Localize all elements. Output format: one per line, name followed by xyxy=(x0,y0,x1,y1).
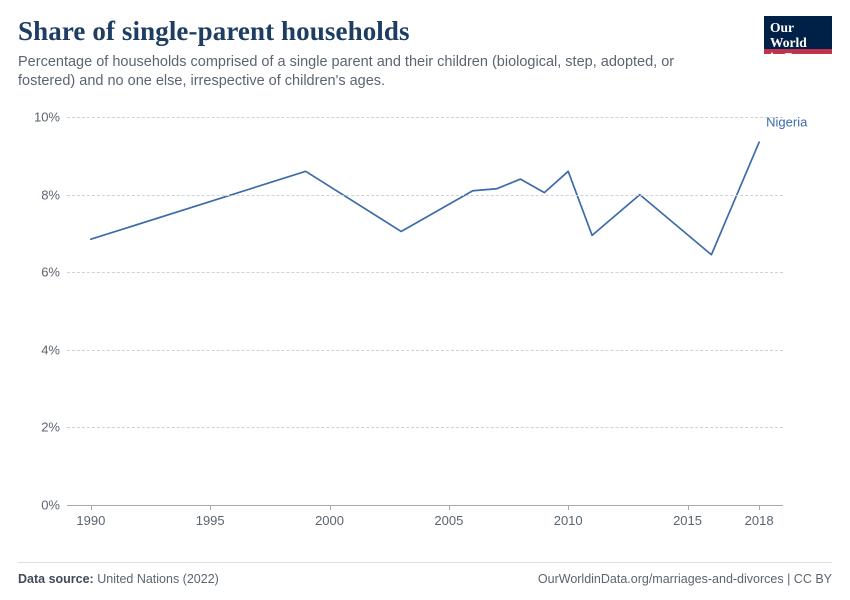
x-axis-tick-label: 2018 xyxy=(744,513,774,528)
x-axis-tick-label: 1990 xyxy=(76,513,106,528)
chart-subtitle: Percentage of households comprised of a single parent and their children (biological, step, adopted, or fostered) and no one else, irrespective of children's ages. xyxy=(18,54,675,89)
x-axis-tick-mark xyxy=(759,505,760,510)
chart-area xyxy=(18,107,832,547)
y-axis-tick-label: 10% xyxy=(33,109,60,125)
gridline xyxy=(67,427,783,428)
series-line xyxy=(91,142,759,255)
x-axis-tick-label: 2000 xyxy=(315,513,344,528)
x-axis-tick-mark xyxy=(210,505,211,510)
chart-header xyxy=(18,16,832,91)
series-label-nigeria[interactable]: Nigeria xyxy=(766,114,808,130)
x-axis-tick-mark xyxy=(330,505,331,510)
data-source xyxy=(18,572,219,586)
chart-footer xyxy=(18,562,832,586)
gridline xyxy=(67,117,783,118)
x-axis-tick-mark xyxy=(91,505,92,510)
x-axis-tick-label: 2010 xyxy=(553,513,583,528)
x-axis-tick-label: 1995 xyxy=(195,513,225,528)
gridline xyxy=(67,195,783,196)
x-axis-tick-mark xyxy=(688,505,689,510)
data-source-label: Data source: xyxy=(18,572,94,586)
gridline xyxy=(67,505,783,506)
x-axis-tick-label: 2005 xyxy=(434,513,464,528)
line-series-svg xyxy=(67,117,783,505)
gridline xyxy=(67,272,783,273)
x-axis-tick-mark xyxy=(568,505,569,510)
page-title: Share of single-parent households xyxy=(18,16,410,46)
y-axis-tick-label: 4% xyxy=(41,342,60,358)
attribution-link[interactable]: OurWorldinData.org/marriages-and-divorces | CC BY xyxy=(537,572,832,586)
y-axis-tick-label: 6% xyxy=(41,264,60,280)
y-axis-tick-label: 0% xyxy=(41,497,60,513)
data-source-value: United Nations (2022) xyxy=(97,572,219,586)
owid-logo-line1: Our World xyxy=(770,20,807,50)
owid-logo-line2: in Data xyxy=(770,50,813,65)
x-axis-tick-label: 2015 xyxy=(673,513,702,528)
owid-logo[interactable] xyxy=(764,16,832,65)
y-axis-tick-label: 2% xyxy=(41,419,60,435)
plot-region[interactable] xyxy=(33,109,808,528)
y-axis-tick-label: 8% xyxy=(41,187,60,203)
gridline xyxy=(67,350,783,351)
x-axis-tick-mark xyxy=(449,505,450,510)
